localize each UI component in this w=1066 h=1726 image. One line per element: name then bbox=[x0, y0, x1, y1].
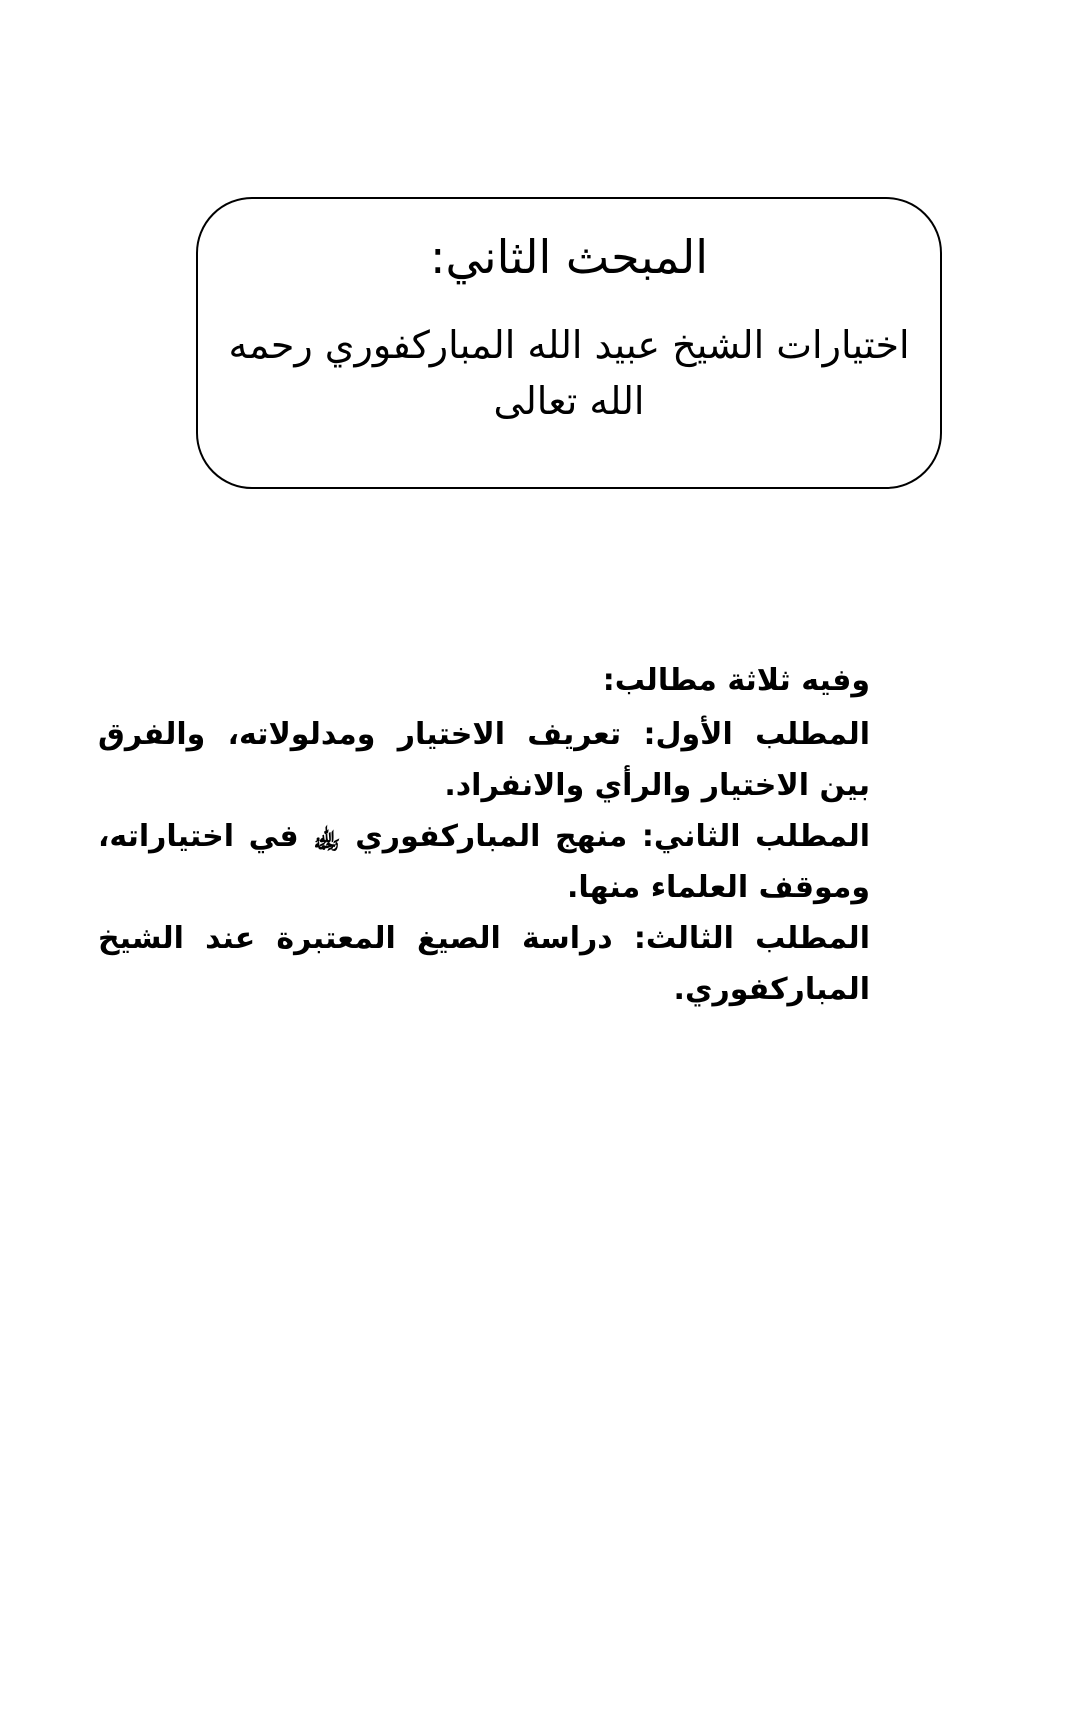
section-item-1 bbox=[98, 709, 870, 811]
section-item-2 bbox=[98, 811, 870, 913]
chapter-subtitle: اختيارات الشيخ عبيد الله المباركفوري رحمه الله تعالى bbox=[228, 323, 910, 423]
sections-list bbox=[98, 655, 870, 1015]
section-item-3 bbox=[98, 913, 870, 1015]
chapter-title-box bbox=[196, 197, 942, 489]
chapter-heading: المبحث الثاني: bbox=[429, 230, 709, 284]
section-label: المطلب الثالث: bbox=[633, 921, 870, 956]
section-label: المطلب الأول: bbox=[643, 717, 871, 752]
section-text: دراسة الصيغ المعتبرة عند الشيخ المباركفوري. bbox=[98, 921, 870, 1007]
section-text: منهج المباركفوري ﵀ في اختياراته، وموقف العلماء منها. bbox=[98, 819, 870, 905]
sections-intro: وفيه ثلاثة مطالب: bbox=[602, 663, 870, 698]
section-label: المطلب الثاني: bbox=[641, 819, 870, 854]
section-text: تعريف الاختيار ومدلولاته، والفرق بين الاختيار والرأي والانفراد. bbox=[98, 717, 870, 803]
